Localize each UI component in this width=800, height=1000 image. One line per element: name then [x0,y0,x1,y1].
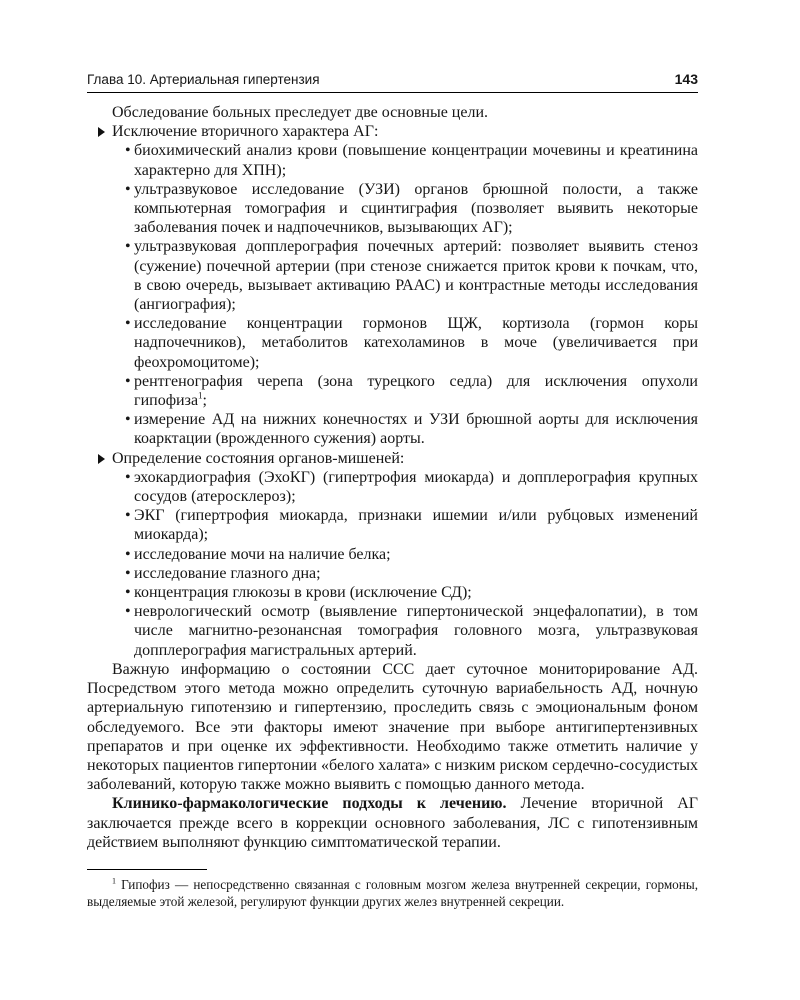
list-item: • эхокардиография (ЭхоКГ) (гипертрофия миокарда) и допплерография крупных сосудов (атеросклероз); [125,468,698,506]
list-item: • рентгенография черепа (зона турецкого седла) для исключения опухоли гипофиза$^1$; [125,372,698,410]
bullet-icon: • [125,507,131,525]
goal-title: Определение состояния органов-мишеней: [112,449,405,467]
list-item: • ультразвуковое исследование (УЗИ) органов брюшной полости, а также компьютерная томография и сцинтиграфия (позволяет выявить некоторые заболевания почек и надпочечников, вызывающих АГ); [125,180,698,237]
footnote-reference: 1 [198,390,203,401]
triangle-bullet-icon [98,454,105,464]
bullet-icon: • [125,411,131,429]
bullet-icon: • [125,564,131,582]
body-text [87,103,698,911]
secondary-exclusion-list [87,141,698,448]
goal-target-organs [87,449,698,468]
paragraph-lead-heading: Клинико-фармакологические подходы к лечению. [112,795,507,813]
bullet-icon: • [125,545,131,563]
bullet-icon: • [125,142,131,160]
bullet-icon: • [125,584,131,602]
target-organs-list [87,468,698,660]
page-number: 143 [674,71,698,87]
list-item: • концентрация глюкозы в крови (исключение СД); [125,584,472,602]
footnote: $^1$ Гипофиз — непосредственно связанная с головным мозгом железа внутренней секреции, гормоны, выделяемые этой железой, регулируют функции других желез внутренней секреции. [87,876,698,910]
goal-title: Исключение вторичного характера АГ: [112,123,379,141]
footnote-marker: 1 [112,876,116,886]
bullet-icon: • [125,315,131,333]
goal-secondary-exclusion [87,122,698,141]
list-item: • биохимический анализ крови (повышение концентрации мочевины и креатинина характерно для ХПН); [125,142,698,179]
list-item: • исследование концентрации гормонов ЩЖ, кортизола (гормон коры надпочечников), метаболитов катехоламинов в моче (увеличивается при феохромоцитоме); [125,315,698,371]
bullet-icon: • [125,180,131,198]
list-item: • ЭКГ (гипертрофия миокарда, признаки ишемии и/или рубцовых изменений миокарда); [125,507,698,544]
running-header [87,70,698,93]
footnote-divider [87,869,207,870]
monitoring-paragraph: Важную информацию о состоянии ССС дает суточное мониторирование АД. Посредством этого метода можно определить суточную вариабельность АД, ночную артериальную гипотензию и гипертензию, проследить связь с эмоциональным фоном обследуемого. Все эти факторы имеют значение при выборе антигипертензивных препаратов и при оценке их эффективности. Необходимо также отметить наличие у некоторых пациентов гипертонии «белого халата» с низким риском сердечно-сосудистых заболеваний, которую также можно выявить с помощью данного метода. [87,660,698,794]
list-item: • ультразвуковая допплерография почечных артерий: позволяет выявить стеноз (сужение) почечной артерии (при стенозе снижается приток крови к почкам, что, в свою очередь, вызывает активацию РААС) и контрастные методы исследования (ангиография); [125,238,698,314]
list-item: • измерение АД на нижних конечностях и УЗИ брюшной аорты для исключения коарктации (врожденного сужения) аорты. [125,411,698,448]
clinical-approaches-paragraph: Клинико-фармакологические подходы к лечению. Лечение вторичной АГ заключается прежде всего в коррекции основного заболевания, ЛС с гипотензивным действием выполняют функцию симптоматической терапии. [87,795,699,851]
list-item: • исследование глазного дна; [125,564,321,582]
list-item: • неврологический осмотр (выявление гипертонической энцефалопатии), в том числе магнитно-резонансная томография головного мозга, ультразвуковая допплерография магистральных артерий. [125,603,698,659]
triangle-bullet-icon [98,127,105,137]
bullet-icon: • [125,603,131,621]
bullet-icon: • [125,238,131,256]
bullet-icon: • [125,468,131,486]
list-item: • исследование мочи на наличие белка; [125,545,391,563]
intro-paragraph: Обследование больных преследует две основные цели. [112,104,489,121]
book-page [87,70,698,911]
bullet-icon: • [125,372,131,390]
chapter-title: Глава 10. Артериальная гипертензия [87,72,320,87]
